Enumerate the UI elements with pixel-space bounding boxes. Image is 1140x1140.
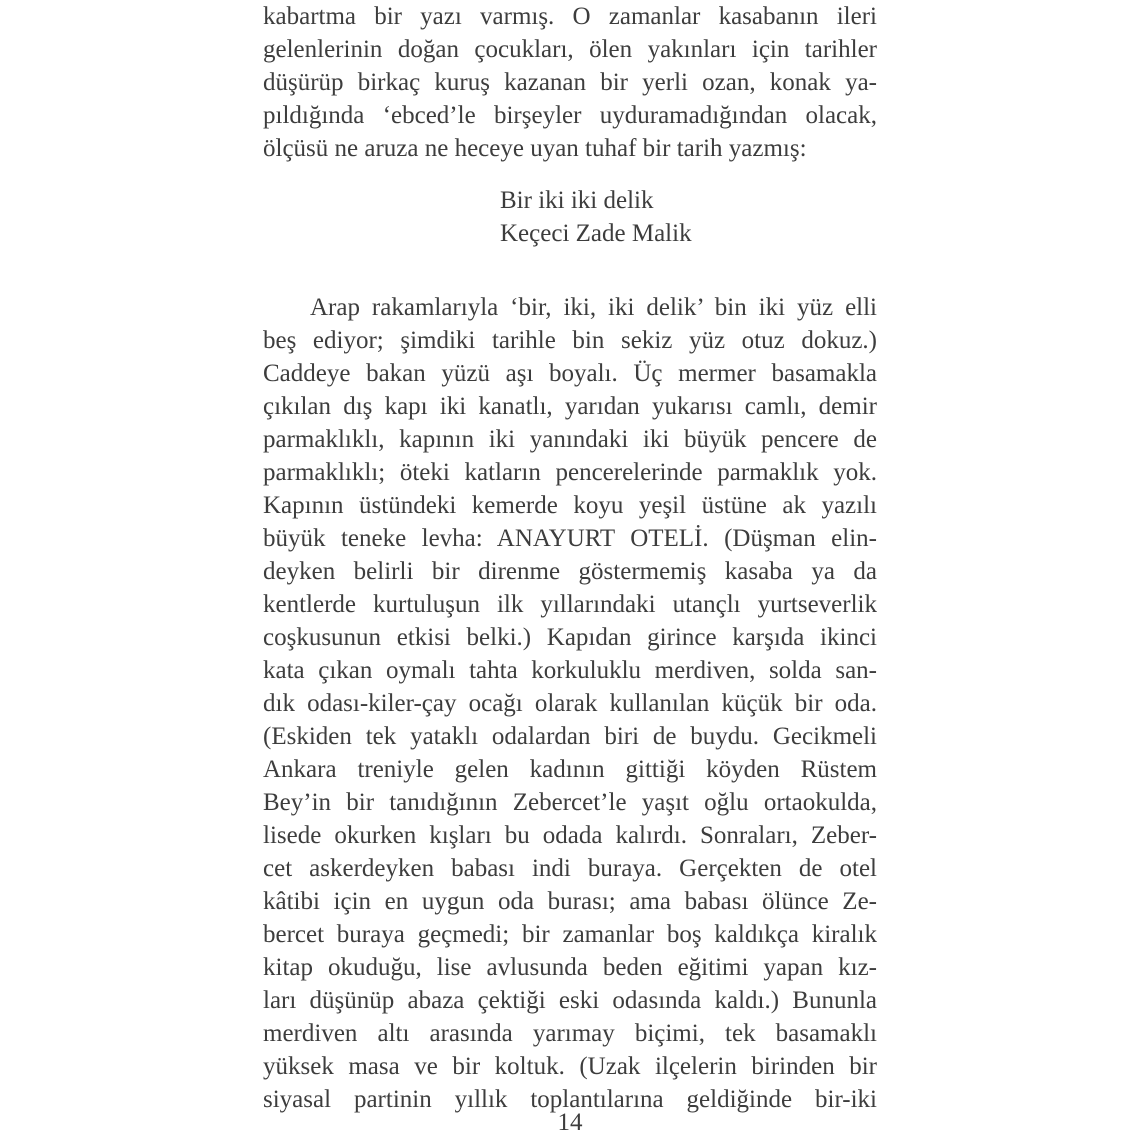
text-line: yüksek masa ve bir koltuk. (Uzak ilçelerin birinden bir [263, 1053, 877, 1080]
text-line: Keçeci Zade Malik [500, 220, 692, 247]
text-line: çıkılan dış kapı iki kanatlı, yarıdan yukarısı camlı, demir [263, 393, 877, 420]
text-line: parmaklıklı, kapının iki yanındaki iki büyük pencere de [263, 426, 877, 453]
text-line: büyük teneke levha: ANAYURT OTELİ. (Düşman elin- [263, 525, 877, 552]
text-line: gelenlerinin doğan çocukları, ölen yakınları için tarihler [263, 36, 877, 63]
page-text-block [263, 0, 877, 1116]
text-line: ölçüsü ne aruza ne heceye uyan tuhaf bir tarih yazmış: [263, 135, 807, 162]
text-line: merdiven altı arasında yarımay biçimi, tek basamaklı [263, 1020, 877, 1047]
text-line: parmaklıklı; öteki katların pencerelerinde parmaklık yok. [263, 459, 877, 486]
text-line: siyasal partinin yıllık toplantılarına geldiğinde bir-iki [263, 1086, 877, 1113]
text-line: dık odası-kiler-çay ocağı olarak kullanılan küçük bir oda. [263, 690, 877, 717]
text-line: cet askerdeyken babası indi buraya. Gerçekten de otel [263, 855, 877, 882]
text-line: Ankara treniyle gelen kadının gittiği köyden Rüstem [263, 756, 877, 783]
text-line: deyken belirli bir direnme göstermemiş kasaba ya da [263, 558, 877, 585]
text-line: pıldığında ‘ebced’le birşeyler uyduramadığından olacak, [263, 102, 877, 129]
text-line: kentlerde kurtuluşun ilk yıllarındaki utançlı yurtseverlik [263, 591, 877, 618]
text-line: kitap okuduğu, lise avlusunda beden eğitimi yapan kız- [263, 954, 877, 981]
page-number: 14 [557, 1109, 583, 1136]
text-line: kabartma bir yazı varmış. O zamanlar kasabanın ileri [263, 3, 877, 30]
text-line: kâtibi için en uygun oda burası; ama babası ölünce Ze- [263, 888, 877, 915]
text-line: Caddeye bakan yüzü aşı boyalı. Üç mermer basamakla [263, 360, 877, 387]
paragraph-main [263, 291, 877, 1116]
text-line: düşürüp birkaç kuruş kazanan bir yerli ozan, konak ya- [263, 69, 877, 96]
text-line: kata çıkan oymalı tahta korkuluklu merdiven, solda san- [263, 657, 877, 684]
text-line: Bir iki iki delik [500, 187, 654, 214]
text-line: Arap rakamlarıyla ‘bir, iki, iki delik’ bin iki yüz elli [310, 294, 877, 321]
paragraph-opening [263, 0, 877, 165]
text-line: Bey’in bir tanıdığının Zebercet’le yaşıt oğlu ortaokulda, [263, 789, 877, 816]
text-line: bercet buraya geçmedi; bir zamanlar boş kaldıkça kiralık [263, 921, 877, 948]
text-line: beş ediyor; şimdiki tarihle bin sekiz yüz otuz dokuz.) [263, 327, 877, 354]
text-line: (Eskiden tek yataklı odalardan biri de buydu. Gecikmeli [263, 723, 877, 750]
text-line: lisede okurken kışları bu odada kalırdı. Sonraları, Zeber- [263, 822, 877, 849]
text-line: Kapının üstündeki kemerde koyu yeşil üstüne ak yazılı [263, 492, 877, 519]
verse-couplet [500, 184, 877, 250]
text-line: ları düşünüp abaza çektiği eski odasında kaldı.) Bununla [263, 987, 877, 1014]
text-line: coşkusunun etkisi belki.) Kapıdan girince karşıda ikinci [263, 624, 877, 651]
